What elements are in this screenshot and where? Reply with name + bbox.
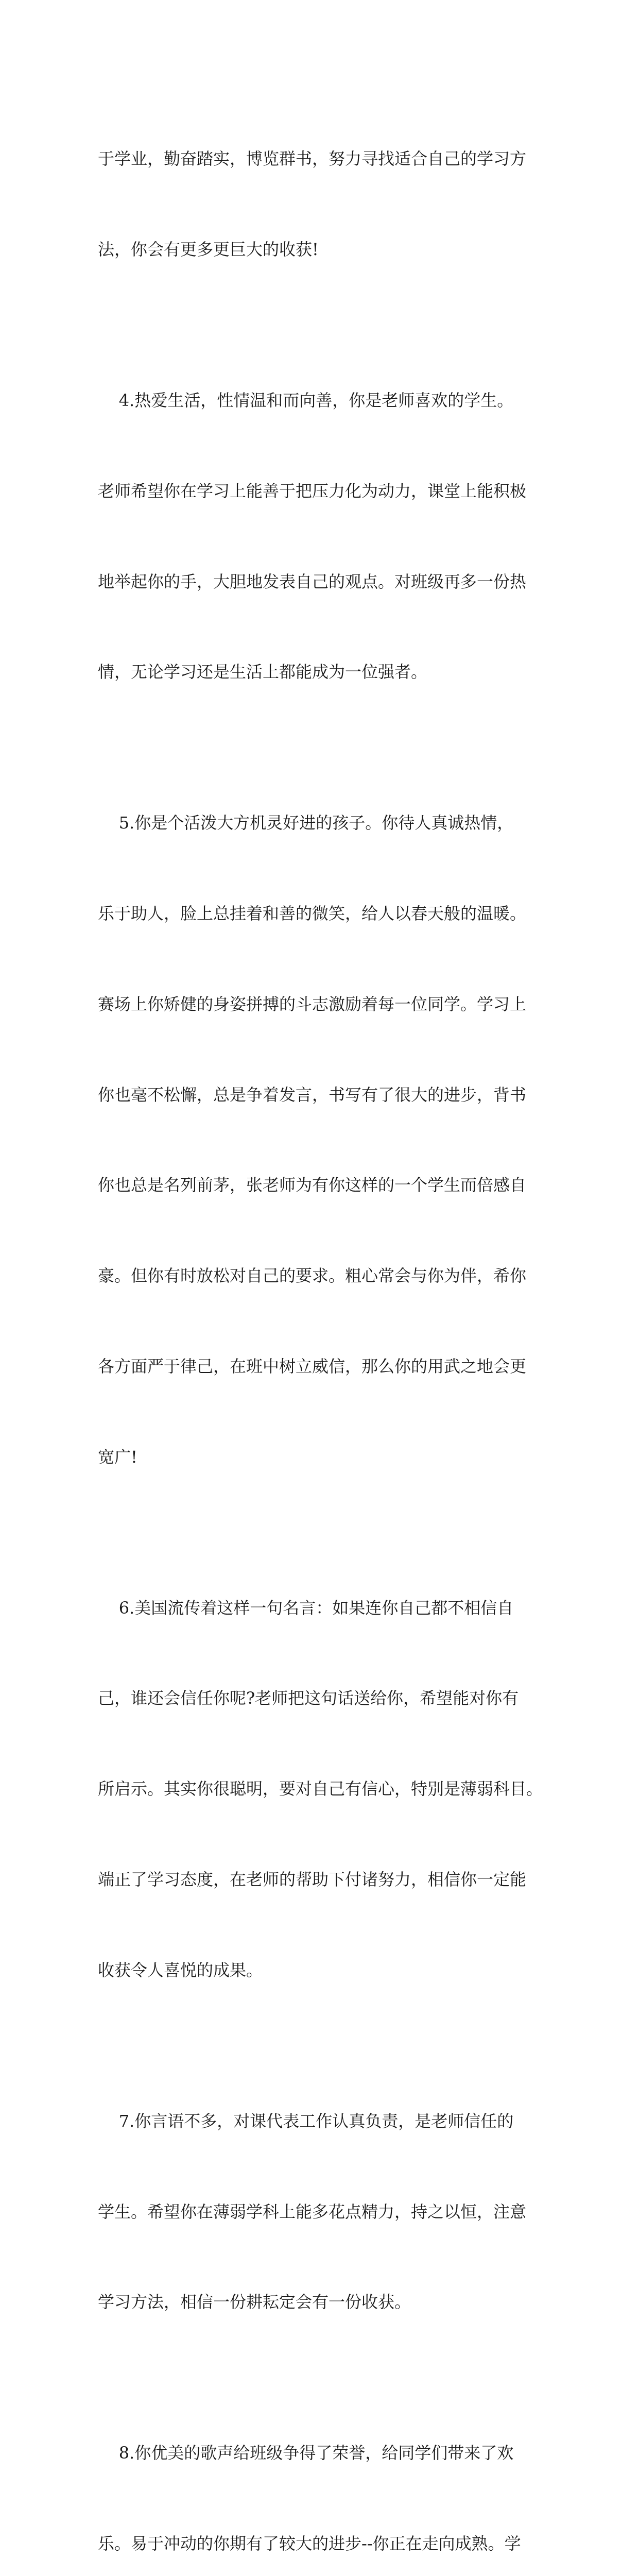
- paragraph-item-4: [98, 325, 551, 748]
- text-line: 于学业，勤奋踏实，博览群书，努力寻找适合自己的学习方: [98, 149, 527, 169]
- text-line: 乐。易于冲动的你期有了较大的进步--你正在走向成熟。学: [98, 2534, 521, 2554]
- text-line: 法，你会有更多更巨大的收获!: [98, 239, 319, 259]
- text-line: 6.美国流传着这样一句名言：如果连你自己都不相信自: [98, 1598, 514, 1618]
- text-line: 情，无论学习还是生活上都能成为一位强者。: [98, 662, 428, 682]
- text-line: 8.你优美的歌声给班级争得了荣誉，给同学们带来了欢: [98, 2443, 514, 2463]
- text-line: 老师希望你在学习上能善于把压力化为动力，课堂上能积极: [98, 481, 527, 501]
- text-line: 你也总是名列前茅，张老师为有你这样的一个学生而倍感自: [98, 1175, 527, 1195]
- paragraph-item-7: [98, 2046, 551, 2378]
- text-line: 你也毫不松懈，总是争着发言，书写有了很大的进步，背书: [98, 1084, 527, 1105]
- text-line: 端正了学习态度，在老师的帮助下付诸努力，相信你一定能: [98, 1870, 527, 1890]
- paragraph-continued: [98, 83, 551, 325]
- text-line: 豪。但你有时放松对自己的要求。粗心常会与你为伴，希你: [98, 1266, 527, 1286]
- paragraph-item-5: [98, 748, 551, 1532]
- text-line: 学习方法，相信一份耕耘定会有一份收获。: [98, 2292, 411, 2312]
- text-line: 乐于助人，脸上总挂着和善的微笑，给人以春天般的温暖。: [98, 904, 527, 924]
- text-line: 所启示。其实你很聪明，要对自己有信心，特别是薄弱科目。: [98, 1779, 543, 1799]
- text-line: 收获令人喜悦的成果。: [98, 1960, 263, 1980]
- text-line: 5.你是个活泼大方机灵好进的孩子。你待人真诚热情，: [98, 813, 514, 833]
- text-line: 宽广!: [98, 1447, 137, 1467]
- text-line: 己，谁还会信任你呢?老师把这句话送给你，希望能对你有: [98, 1688, 519, 1708]
- text-line: 赛场上你矫健的身姿拼搏的斗志激励着每一位同学。学习上: [98, 994, 527, 1014]
- text-line: 学生。希望你在薄弱学科上能多花点精力，持之以恒，注意: [98, 2201, 527, 2222]
- text-line: 7.你言语不多，对课代表工作认真负责，是老师信任的: [98, 2111, 514, 2131]
- paragraph-item-8: [98, 2378, 551, 2576]
- document-body: [98, 83, 551, 2576]
- text-line: 地举起你的手，大胆地发表自己的观点。对班级再多一份热: [98, 571, 527, 591]
- paragraph-item-6: [98, 1533, 551, 2046]
- text-line: 4.热爱生活，性情温和而向善，你是老师喜欢的学生。: [98, 390, 514, 410]
- text-line: 各方面严于律己，在班中树立威信，那么你的用武之地会更: [98, 1356, 527, 1376]
